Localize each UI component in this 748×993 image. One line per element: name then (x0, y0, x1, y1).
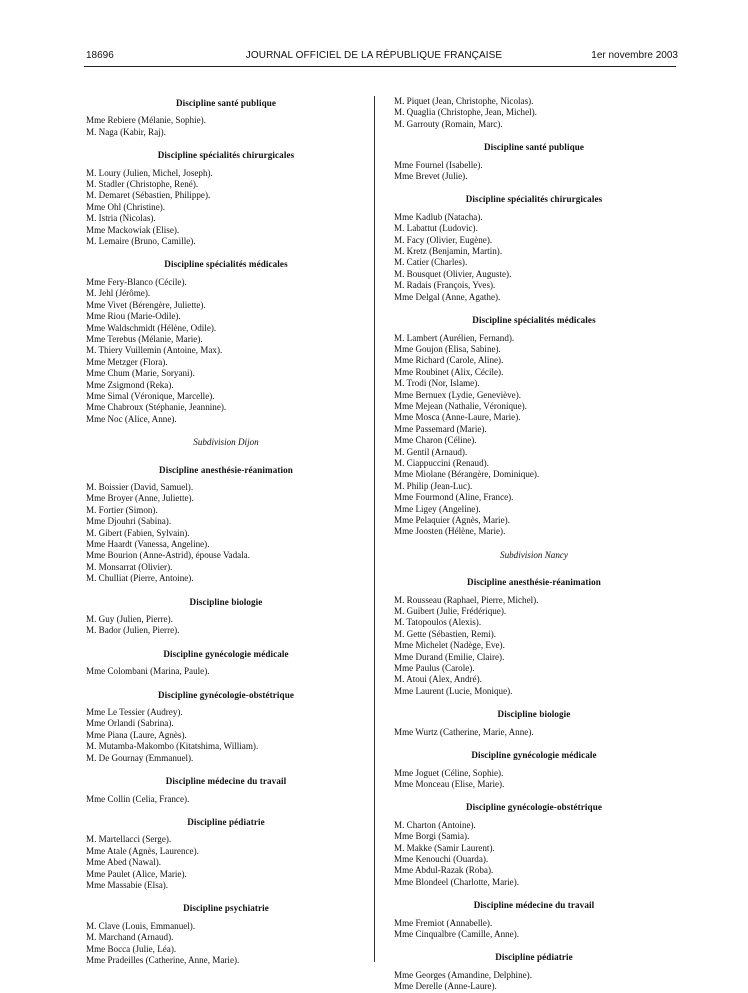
section-spacer (394, 790, 674, 800)
discipline-heading: Discipline médecine du travail (473, 900, 595, 911)
candidate-entry: M. Kretz (Benjamin, Martin). (394, 246, 503, 257)
candidate-entry: Mme Fery-Blanco (Cécile). (86, 276, 187, 287)
candidate-entry: M. Guibert (Julie, Frédérique). (394, 606, 507, 617)
discipline-heading: Discipline gynécologie médicale (471, 750, 597, 761)
candidate-entry: Mme Vivet (Bérengère, Juliette). (86, 299, 206, 310)
candidate-entry: Mme Riou (Marie-Odile). (86, 311, 181, 322)
candidate-entry: Mme Orlandi (Sabrina). (86, 718, 174, 729)
discipline-heading: Discipline spécialités médicales (472, 315, 596, 326)
candidate-entry: Mme Wurtz (Catherine, Marie, Anne). (394, 726, 534, 737)
section-spacer (86, 455, 366, 463)
discipline-section (86, 96, 366, 138)
candidate-entry: M. Lemaire (Bruno, Camille). (86, 236, 196, 247)
discipline-section (394, 575, 674, 697)
candidate-entry: M. Naga (Kabir, Raj). (86, 126, 166, 137)
candidate-entry: M. Jehl (Jérôme). (86, 288, 151, 299)
candidate-entry: Mme Bourion (Anne-Astrid), épouse Vadala. (86, 550, 250, 561)
candidate-entry: Mme Ohl (Christine). (86, 201, 166, 212)
candidate-entry: M. Gentil (Arnaud). (394, 446, 468, 457)
candidate-entry: Mme Le Tessier (Audrey). (86, 707, 183, 718)
section-spacer (394, 303, 674, 313)
candidate-entry: M. Radais (François, Yves). (394, 280, 496, 291)
candidate-entry: M. Demaret (Sébastien, Philippe). (86, 190, 211, 201)
candidate-entry: Mme Cinqualbre (Camille, Anne). (394, 928, 520, 939)
candidate-entry: Mme Bocca (Julie, Léa). (86, 943, 177, 954)
issue-date: 1er novembre 2003 (591, 50, 678, 61)
candidate-entry: Mme Piana (Laure, Agnès). (86, 729, 187, 740)
candidate-entry: Mme Broyer (Anne, Juliette). (86, 493, 194, 504)
candidate-entry: Mme Mosca (Anne-Laure, Marie). (394, 412, 521, 423)
candidate-entry: Mme Collin (Celia, France). (86, 793, 190, 804)
candidate-entry: M. Trodi (Nor, Islame). (394, 378, 480, 389)
candidate-entry: Mme Metzger (Flora). (86, 356, 168, 367)
discipline-section (86, 815, 366, 891)
section-spacer (86, 678, 366, 688)
candidate-entry: Mme Terebus (Mélanie, Marie). (86, 333, 203, 344)
candidate-entry: Mme Borgi (Samia). (394, 831, 470, 842)
candidate-entry: Mme Passemard (Marie). (394, 423, 487, 434)
discipline-section (86, 148, 366, 247)
discipline-heading: Discipline biologie (189, 596, 263, 607)
candidate-entry: Mme Joguet (Céline, Sophie). (394, 767, 504, 778)
candidate-entry: Mme Abdul-Razak (Roba). (394, 865, 494, 876)
candidate-entry: M. Atoui (Alex, André). (394, 674, 482, 685)
page-number: 18696 (86, 50, 114, 61)
discipline-section (394, 313, 674, 538)
candidate-entry: M. Boissier (David, Samuel). (86, 481, 194, 492)
discipline-heading: Discipline spécialités chirurgicales (157, 150, 295, 161)
candidate-entry: Mme Miolane (Bérangère, Dominique). (394, 469, 540, 480)
candidate-entry: M. Philip (Jean-Luc). (394, 480, 473, 491)
candidate-entry: Mme Waldschmidt (Hélène, Odile). (86, 322, 217, 333)
candidate-entry: Mme Bernuex (Lydie, Geneviève). (394, 389, 522, 400)
candidate-entry: Mme Pradeilles (Catherine, Anne, Marie). (86, 954, 240, 965)
section-spacer (394, 738, 674, 748)
section-spacer (394, 182, 674, 192)
section-spacer (394, 888, 674, 898)
discipline-heading: Discipline pédiatrie (495, 952, 573, 963)
candidate-entry: Mme Fourmond (Aline, France). (394, 492, 514, 503)
candidate-entry: Mme Fournel (Isabelle). (394, 159, 483, 170)
section-spacer (86, 891, 366, 901)
candidate-entry: Mme Richard (Carole, Aline). (394, 355, 504, 366)
discipline-heading: Discipline médecine du travail (165, 776, 287, 787)
candidate-entry: Mme Simal (Véronique, Marcelle). (86, 390, 215, 401)
section-spacer (86, 247, 366, 257)
discipline-heading: Discipline santé publique (483, 142, 585, 153)
candidate-entry: Mme Massabie (Elsa). (86, 879, 169, 890)
candidate-entry: Mme Abed (Nawal). (86, 857, 162, 868)
discipline-section (86, 688, 366, 764)
candidate-entry: M. Monsarrat (Olivier). (86, 561, 173, 572)
discipline-heading: Discipline gynécologie médicale (163, 648, 289, 659)
candidate-entry: Mme Chabroux (Stéphanie, Jeannine). (86, 402, 227, 413)
section-spacer (86, 138, 366, 148)
discipline-section (86, 774, 366, 805)
candidate-entry: Mme Colombani (Marina, Paule). (86, 666, 210, 677)
candidate-entry: M. Loury (Julien, Michel, Joseph). (86, 167, 213, 178)
section-spacer (394, 940, 674, 950)
candidate-entry: Mme Blondeel (Charlotte, Marie). (394, 876, 520, 887)
candidate-entry: Mme Mejean (Nathalie, Véronique). (394, 400, 527, 411)
discipline-section (394, 96, 674, 130)
discipline-heading: Discipline anesthésie-réanimation (467, 577, 601, 588)
candidate-entry: M. Lambert (Aurélien, Fernand). (394, 332, 515, 343)
candidate-entry: M. Bousquet (Olivier, Auguste). (394, 268, 512, 279)
candidate-entry: Mme Haardt (Vanessa, Angeline). (86, 539, 210, 549)
discipline-section (394, 800, 674, 888)
candidate-entry: Mme Derelle (Anne-Laure). (394, 981, 497, 992)
discipline-heading: Discipline psychiatrie (183, 903, 269, 914)
candidate-entry: M. Istria (Nicolas). (86, 213, 156, 224)
candidate-entry: Mme Atale (Agnès, Laurence). (86, 845, 199, 856)
section-spacer (86, 637, 366, 647)
section-spacer (86, 805, 366, 815)
discipline-section (394, 898, 674, 940)
discipline-heading: Discipline spécialités médicales (164, 259, 288, 270)
candidate-entry: M. Thiery Vuillemin (Antoine, Max). (86, 345, 223, 356)
candidate-entry: Mme Ligey (Angeline). (394, 503, 481, 514)
candidate-entry: M. Labattut (Ludovic). (394, 223, 478, 234)
section-spacer (394, 130, 674, 140)
candidate-entry: Mme Joosten (Hélène, Marie). (394, 526, 506, 537)
column-divider (374, 96, 375, 962)
candidate-entry: M. Chulliat (Pierre, Antoine). (86, 573, 194, 584)
candidate-entry: M. Fortier (Simon). (86, 504, 158, 515)
discipline-section (86, 595, 366, 637)
candidate-entry: M. Garrouty (Romain, Marc). (394, 118, 503, 129)
journal-title: JOURNAL OFFICIEL DE LA RÉPUBLIQUE FRANÇAISE (245, 50, 503, 61)
candidate-entry: Mme Pelaquier (Agnès, Marie). (394, 515, 510, 525)
header-rule (84, 66, 676, 67)
candidate-entry: Mme Roubinet (Alix, Cécile). (394, 366, 504, 377)
candidate-entry: Mme Chum (Marie, Soryani). (86, 368, 195, 379)
candidate-entry: Mme Monceau (Elise, Marie). (394, 778, 505, 789)
candidate-entry: M. Ciappuccini (Renaud). (394, 457, 489, 468)
discipline-heading: Discipline biologie (497, 709, 571, 720)
candidate-entry: Mme Mackowiak (Elise). (86, 224, 180, 235)
candidate-entry: M. Martellacci (Serge). (86, 834, 172, 845)
candidate-entry: Mme Djouhri (Sabina). (86, 516, 172, 527)
candidate-entry: Mme Kadlub (Natacha). (394, 211, 483, 222)
discipline-section (86, 647, 366, 678)
discipline-section (394, 140, 674, 182)
discipline-section (394, 192, 674, 303)
candidate-entry: M. De Gournay (Emmanuel). (86, 752, 194, 763)
candidate-entry: Mme Georges (Amandine, Delphine). (394, 969, 532, 980)
candidate-entry: M. Piquet (Jean, Christophe, Nicolas). (394, 96, 534, 106)
candidate-entry: Mme Brevet (Julie). (394, 171, 468, 182)
discipline-heading: Discipline anesthésie-réanimation (159, 464, 293, 475)
subdivision-title: Subdivision Nancy (500, 549, 568, 560)
candidate-entry: M. Guy (Julien, Pierre). (86, 614, 173, 625)
candidate-entry: M. Clave (Louis, Emmanuel). (86, 920, 196, 931)
candidate-entry: M. Mutamba-Makombo (Kitatshima, William). (86, 741, 259, 752)
discipline-section (394, 707, 674, 738)
candidate-entry: Mme Noc (Alice, Anne). (86, 413, 177, 424)
section-spacer (86, 764, 366, 774)
candidate-entry: Mme Goujon (Elisa, Sabine). (394, 343, 501, 354)
discipline-heading: Discipline spécialités chirurgicales (465, 194, 603, 205)
candidate-entry: M. Facy (Olivier, Eugène). (394, 234, 493, 245)
candidate-entry: M. Catier (Charles). (394, 257, 468, 268)
candidate-entry: M. Charton (Antoine). (394, 819, 476, 830)
candidate-entry: M. Marchand (Arnaud). (86, 932, 174, 943)
discipline-section (86, 257, 366, 425)
candidate-entry: Mme Paulet (Alice, Marie). (86, 868, 187, 879)
discipline-section (394, 950, 674, 992)
section-spacer (394, 567, 674, 575)
candidate-entry: Mme Rebiere (Mélanie, Sophie). (86, 115, 206, 126)
page-header (0, 44, 748, 68)
candidate-entry: M. Bador (Julien, Pierre). (86, 625, 180, 636)
discipline-heading: Discipline santé publique (175, 98, 277, 108)
candidate-entry: Mme Fremiot (Annabelle). (394, 917, 493, 928)
candidate-entry: Mme Charon (Céline). (394, 435, 477, 446)
candidate-entry: M. Gette (Sébastien, Remi). (394, 628, 497, 639)
section-spacer (86, 425, 366, 435)
candidate-entry: Mme Laurent (Lucie, Monique). (394, 685, 513, 696)
discipline-heading: Discipline gynécologie-obstétrique (465, 802, 602, 813)
candidate-entry: Mme Michelet (Nadège, Eve). (394, 640, 505, 651)
candidate-entry: Mme Zsigmond (Reka). (86, 379, 174, 390)
subdivision-block (394, 548, 674, 561)
discipline-heading: Discipline gynécologie-obstétrique (157, 689, 294, 700)
right-column (394, 96, 674, 993)
section-spacer (394, 697, 674, 707)
discipline-section (86, 901, 366, 966)
section-spacer (86, 585, 366, 595)
discipline-section (394, 748, 674, 790)
discipline-section (86, 463, 366, 585)
candidate-entry: M. Makke (Samir Laurent). (394, 842, 495, 853)
candidate-entry: M. Gibert (Fabien, Sylvain). (86, 527, 190, 538)
candidate-entry: M. Rousseau (Raphael, Pierre, Michel). (394, 594, 539, 605)
candidate-entry: M. Tatopoulos (Alexis). (394, 617, 482, 628)
subdivision-block (86, 435, 366, 448)
candidate-entry: M. Stadler (Christophe, René). (86, 179, 199, 190)
section-spacer (394, 538, 674, 548)
candidate-entry: Mme Kenouchi (Ouarda). (394, 853, 489, 864)
candidate-entry: Mme Durand (Emilie, Claire). (394, 651, 505, 662)
candidate-entry: M. Quaglia (Christophe, Jean, Michel). (394, 107, 537, 118)
left-column (86, 96, 366, 966)
subdivision-title: Subdivision Dijon (193, 437, 259, 448)
discipline-heading: Discipline pédiatrie (187, 816, 265, 827)
candidate-entry: Mme Paulus (Carole). (394, 663, 475, 674)
candidate-entry: Mme Delgal (Anne, Agathe). (394, 291, 501, 302)
